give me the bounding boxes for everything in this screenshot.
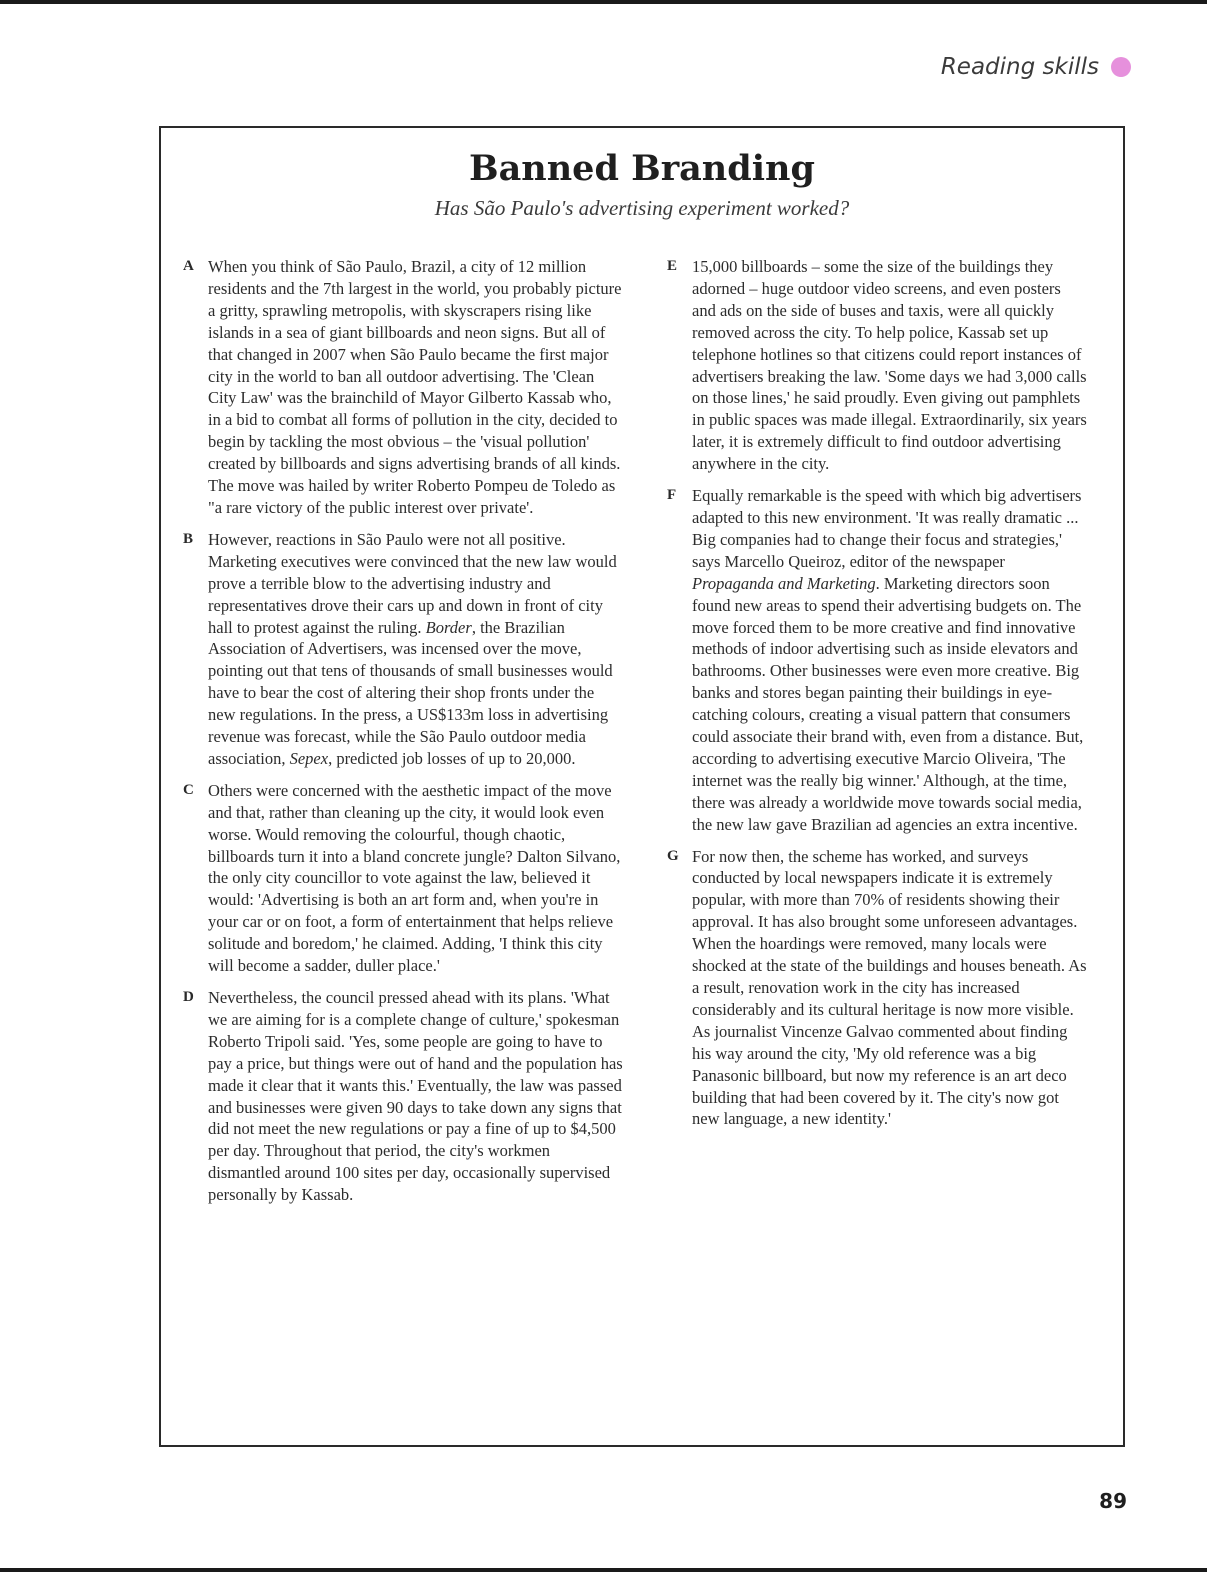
paragraph-letter: A [183, 258, 194, 274]
organisation-name: Border [425, 617, 472, 637]
page-number: 89 [1099, 1489, 1127, 1513]
section-header [941, 54, 1131, 80]
paragraph-letter: D [183, 989, 194, 1005]
top-rule [0, 0, 1207, 4]
paragraph-letter: E [667, 258, 678, 274]
paragraph-text: , the Brazilian Association of Advertisers, was incensed over the move, pointing out that tens of thousands of small businesses would have to bear the cost of altering their shop fronts under the new regulations. In the press, a US$133m loss in advertising revenue was forecast, while the São Paulo outdoor media association, [208, 617, 613, 768]
paragraph-text: For now then, the scheme has worked, and surveys conducted by local newspapers indicate it is extremely popular, with more than 70% of residents showing their approval. It has also brought some unforeseen advantages. When the hoardings were removed, many locals were shocked at the state of the buildings and houses beneath. As a result, renovation work in the city has increased considerably and its cultural heritage is now more visible. As journalist Vincenze Galvao commented about finding his way around the city, 'My old reference was a big Panasonic billboard, but now my reference is an art deco building that had been covered by it. The city's now got new language, a new identity.' [692, 846, 1087, 1129]
paragraph-text: When you think of São Paulo, Brazil, a city of 12 million residents and the 7th largest in the world, you probably picture a gritty, sprawling metropolis, with skyscrapers rising like islands in a sea of giant billboards and neon signs. But all of that changed in 2007 when São Paulo became the first major city in the world to ban all outdoor advertising. The 'Clean City Law' was the brainchild of Mayor Gilberto Kassab who, in a bid to combat all forms of pollution in the city, decided to begin by tackling the most obvious – the 'visual pollution' created by billboards and signs advertising brands of all kinds. The move was hailed by writer Roberto Pompeu de Toledo as "a rare victory of the public interest over private'. [208, 257, 622, 517]
paragraph-letter: F [667, 487, 677, 504]
paragraph-text: 15,000 billboards – some the size of the buildings they adorned – huge outdoor video screens, and even posters and ads on the side of buses and taxis, were all quickly removed across the city. To help police, Kassab set up telephone hotlines so that citizens could report instances of advertisers breaking the law. 'Some days we had 3,000 calls on those lines,' he said proudly. Even giving out pamphlets in public spaces was made illegal. Extraordinarily, six years later, it is extremely difficult to find outdoor advertising anywhere in the city. [692, 257, 1087, 474]
section-dot-icon [1111, 57, 1131, 77]
paragraph-letter: G [667, 847, 679, 864]
paragraph-letter: C [183, 781, 194, 798]
paragraph-f [667, 485, 1087, 836]
newspaper-name: Propaganda and Marketing [692, 573, 876, 593]
paragraph-text: Others were concerned with the aesthetic impact of the move and that, rather than cleaning up the city, it would look even worse. Would removing the colourful, though chaotic, billboards turn it into a bland concrete jungle? Dalton Silvano, the only city councillor to vote against the law, believed it would: 'Advertising is both an art form and, when you're in your car or on foot, a form of entertainment that helps relieve solitude and boredom,' he claimed. Adding, 'I think this city will become a sadder, duller place.' [208, 780, 621, 976]
right-column [667, 256, 1087, 1140]
left-column [183, 256, 623, 1216]
article-title: Banned Branding [469, 148, 815, 189]
paragraph-e [667, 256, 1087, 475]
paragraph-c [183, 780, 623, 977]
paragraph-d [183, 987, 623, 1206]
paragraph-b [183, 529, 623, 770]
article-box [159, 126, 1125, 1447]
paragraph-text: Equally remarkable is the speed with which big advertisers adapted to this new environment. 'It was really dramatic ... Big companies had to change their focus and strategies,' says Marcello Queiroz, editor of the newspaper [692, 486, 1082, 571]
paragraph-text: However, reactions in São Paulo were not all positive. Marketing executives were convinced that the new law would prove a terrible blow to the advertising industry and representatives drove their cars up and down in front of city hall to protest against the ruling. [208, 529, 617, 637]
paragraph-text: , predicted job losses of up to 20,000. [328, 748, 576, 768]
paragraph-a [183, 256, 623, 519]
bottom-rule [0, 1568, 1207, 1572]
section-label: Reading skills [940, 54, 1099, 80]
paragraph-g [667, 846, 1087, 1131]
paragraph-text: Nevertheless, the council pressed ahead with its plans. 'What we are aiming for is a complete change of culture,' spokesman Roberto Tripoli said. 'Yes, some people are going to have to pay a price, but things were out of hand and the population has made it clear that it wants this.' Eventually, the law was passed and businesses were given 90 days to take down any signs that did not meet the new regulations or pay a fine of up to $4,500 per day. Throughout that period, the city's workmen dismantled around 100 sites per day, occasionally supervised personally by Kassab. [208, 988, 623, 1205]
article-subtitle: Has São Paulo's advertising experiment worked? [434, 196, 850, 220]
paragraph-text: . Marketing directors soon found new areas to spend their advertising budgets on. The move forced them to be more creative and find innovative methods of indoor advertising such as inside elevators and bathrooms. Other businesses were even more creative. Big banks and stores began painting their buildings in eye-catching colours, creating a visual pattern that consumers could associate their brand with, even from a distance. But, according to advertising executive Marcio Oliveira, 'The internet was the really big winner.' Although, at the time, there was already a worldwide move towards social media, the new law gave Brazilian ad agencies an extra incentive. [692, 573, 1084, 834]
organisation-name: Sepex [289, 748, 329, 768]
paragraph-letter: B [183, 530, 194, 547]
